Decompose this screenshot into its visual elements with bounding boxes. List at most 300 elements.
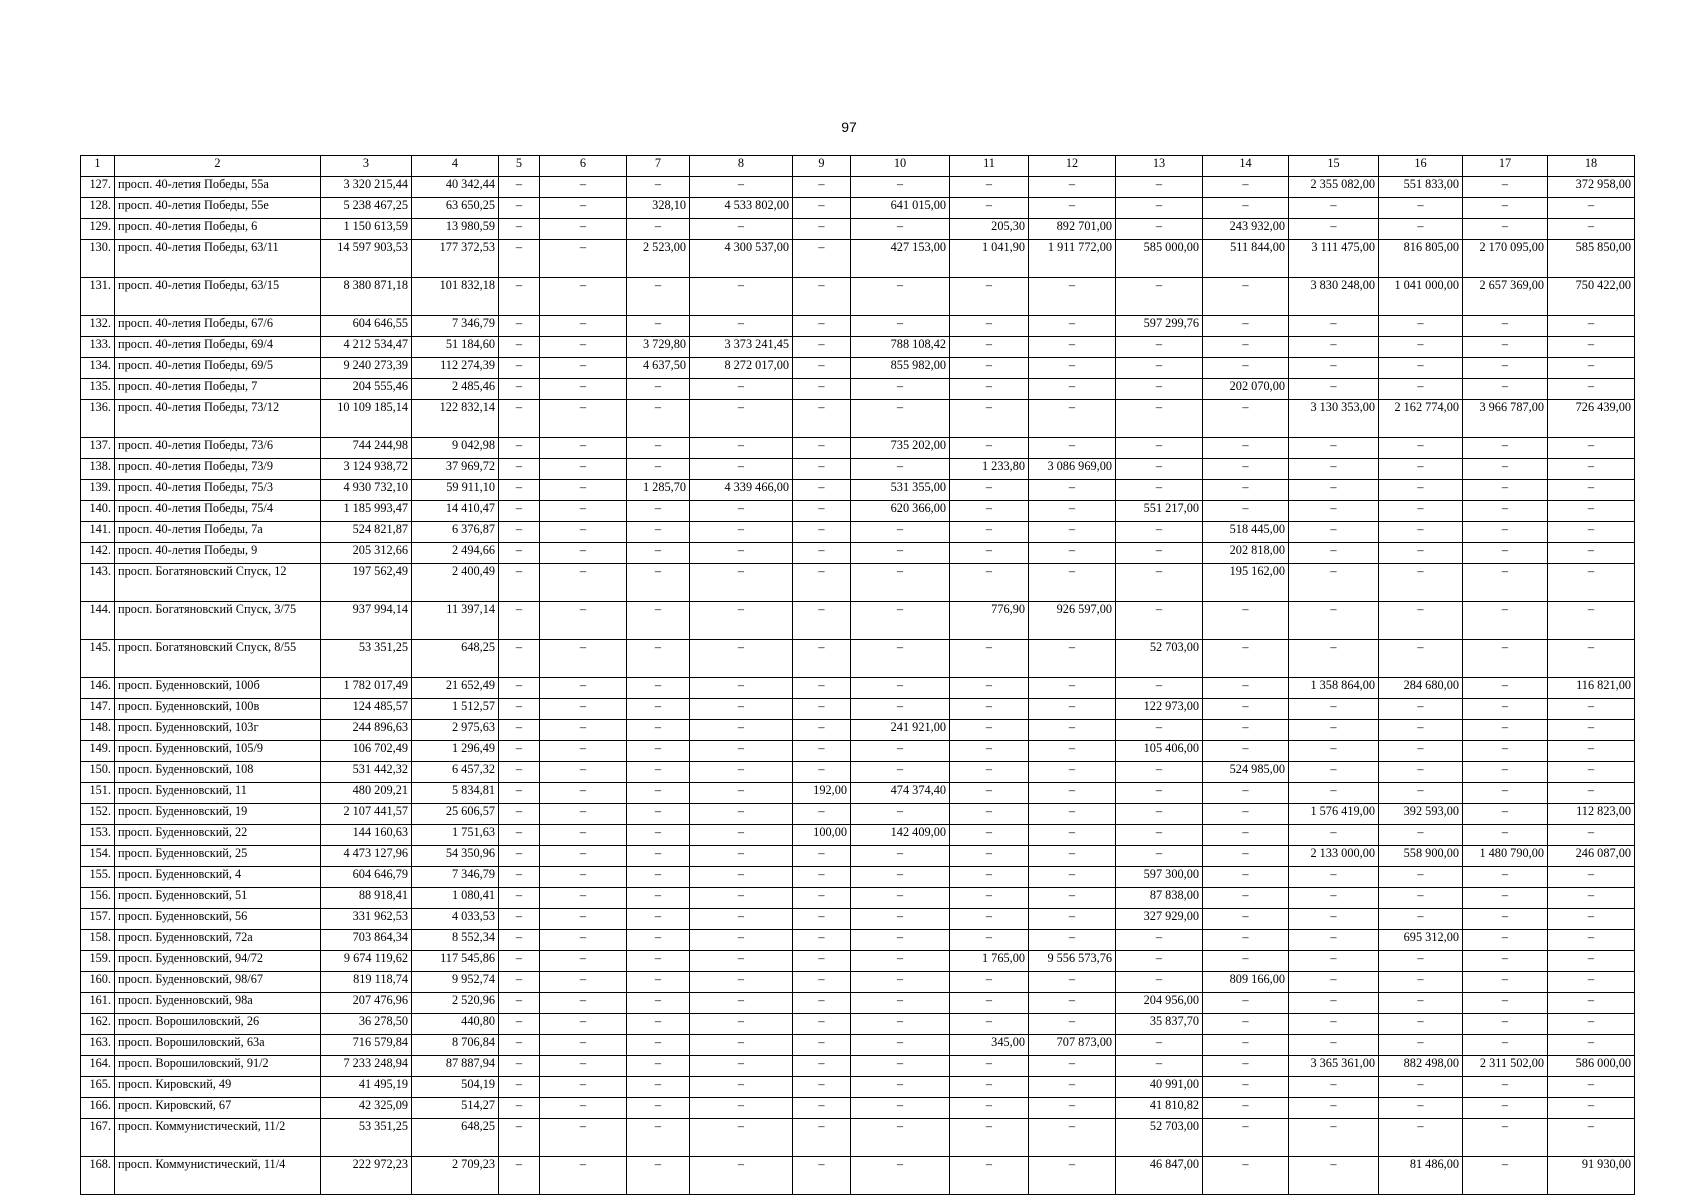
value-cell: – (1548, 909, 1635, 930)
row-number: 137. (81, 438, 115, 459)
value-cell: – (950, 501, 1029, 522)
value-cell: 882 498,00 (1379, 1056, 1463, 1077)
value-cell: – (1029, 438, 1116, 459)
value-cell: – (1116, 1035, 1203, 1056)
value-cell: – (950, 1157, 1029, 1195)
value-cell: 3 373 241,45 (690, 337, 793, 358)
value-cell: – (540, 678, 627, 699)
column-number: 9 (793, 156, 851, 177)
value-cell: – (851, 1014, 950, 1035)
value-cell: – (1029, 1098, 1116, 1119)
row-number: 130. (81, 240, 115, 278)
value-cell: 106 702,49 (321, 741, 412, 762)
value-cell: – (1379, 379, 1463, 400)
table-row (81, 1056, 1635, 1077)
value-cell: – (950, 888, 1029, 909)
value-cell: – (793, 1056, 851, 1077)
address-cell: просп. Коммунистический, 11/2 (115, 1119, 321, 1157)
value-cell: – (851, 888, 950, 909)
value-cell: – (1289, 783, 1379, 804)
row-number: 140. (81, 501, 115, 522)
value-cell: 4 930 732,10 (321, 480, 412, 501)
value-cell: – (1116, 804, 1203, 825)
value-cell: – (1379, 699, 1463, 720)
value-cell: – (1029, 825, 1116, 846)
value-cell: – (627, 825, 690, 846)
value-cell: – (793, 699, 851, 720)
value-cell: – (690, 720, 793, 741)
row-number: 142. (81, 543, 115, 564)
value-cell: – (690, 741, 793, 762)
value-cell: – (540, 501, 627, 522)
value-cell: – (793, 543, 851, 564)
value-cell: – (540, 522, 627, 543)
value-cell: 122 832,14 (412, 400, 499, 438)
table-row (81, 699, 1635, 720)
value-cell: – (499, 804, 540, 825)
value-cell: – (950, 400, 1029, 438)
row-number: 127. (81, 177, 115, 198)
address-cell: просп. Буденновский, 11 (115, 783, 321, 804)
value-cell: 3 124 938,72 (321, 459, 412, 480)
value-cell: – (1029, 480, 1116, 501)
value-cell: 1 041,90 (950, 240, 1029, 278)
value-cell: – (627, 640, 690, 678)
value-cell: – (1379, 720, 1463, 741)
value-cell: – (793, 564, 851, 602)
value-cell: – (690, 522, 793, 543)
address-cell: просп. 40-летия Победы, 69/5 (115, 358, 321, 379)
value-cell: 524 821,87 (321, 522, 412, 543)
value-cell: 3 365 361,00 (1289, 1056, 1379, 1077)
value-cell: – (1203, 1056, 1289, 1077)
value-cell: 53 351,25 (321, 640, 412, 678)
value-cell: 195 162,00 (1203, 564, 1289, 602)
row-number: 154. (81, 846, 115, 867)
value-cell: – (1463, 678, 1548, 699)
value-cell: 37 969,72 (412, 459, 499, 480)
value-cell: – (793, 358, 851, 379)
column-number: 13 (1116, 156, 1203, 177)
column-number: 12 (1029, 156, 1116, 177)
value-cell: – (793, 177, 851, 198)
value-cell: – (793, 951, 851, 972)
value-cell: – (1203, 909, 1289, 930)
table-row (81, 741, 1635, 762)
value-cell: – (540, 1077, 627, 1098)
value-cell: 204 956,00 (1116, 993, 1203, 1014)
table-row (81, 337, 1635, 358)
value-cell: – (1203, 1119, 1289, 1157)
table-row (81, 1157, 1635, 1195)
value-cell: 3 830 248,00 (1289, 278, 1379, 316)
value-cell: – (1548, 1077, 1635, 1098)
value-cell: – (1029, 993, 1116, 1014)
value-cell: – (627, 741, 690, 762)
value-cell: – (1116, 720, 1203, 741)
address-cell: просп. Буденновский, 108 (115, 762, 321, 783)
value-cell: 2 494,66 (412, 543, 499, 564)
value-cell: – (540, 602, 627, 640)
value-cell: – (1116, 762, 1203, 783)
value-cell: – (690, 543, 793, 564)
value-cell: 440,80 (412, 1014, 499, 1035)
value-cell: 40 342,44 (412, 177, 499, 198)
value-cell: – (793, 720, 851, 741)
value-cell: 284 680,00 (1379, 678, 1463, 699)
column-number: 11 (950, 156, 1029, 177)
address-cell: просп. Богатяновский Спуск, 12 (115, 564, 321, 602)
value-cell: – (1116, 930, 1203, 951)
value-cell: 124 485,57 (321, 699, 412, 720)
value-cell: – (1289, 699, 1379, 720)
value-cell: – (627, 972, 690, 993)
value-cell: – (1116, 278, 1203, 316)
row-number: 141. (81, 522, 115, 543)
page-number: 97 (841, 119, 857, 135)
value-cell: 100,00 (793, 825, 851, 846)
value-cell: 3 320 215,44 (321, 177, 412, 198)
value-cell: – (1116, 951, 1203, 972)
address-cell: просп. 40-летия Победы, 9 (115, 543, 321, 564)
value-cell: – (690, 951, 793, 972)
value-cell: – (1029, 177, 1116, 198)
value-cell: – (1379, 459, 1463, 480)
value-cell: – (851, 1119, 950, 1157)
value-cell: 1 041 000,00 (1379, 278, 1463, 316)
value-cell: – (950, 678, 1029, 699)
value-cell: – (1548, 888, 1635, 909)
value-cell: – (540, 358, 627, 379)
value-cell: 63 650,25 (412, 198, 499, 219)
value-cell: 14 410,47 (412, 501, 499, 522)
value-cell: 42 325,09 (321, 1098, 412, 1119)
table-row (81, 177, 1635, 198)
value-cell: 604 646,79 (321, 867, 412, 888)
value-cell: – (1379, 316, 1463, 337)
value-cell: – (1116, 602, 1203, 640)
value-cell: – (950, 1077, 1029, 1098)
value-cell: – (851, 602, 950, 640)
value-cell: – (690, 316, 793, 337)
value-cell: – (1116, 543, 1203, 564)
row-number: 168. (81, 1157, 115, 1195)
value-cell: – (1029, 930, 1116, 951)
value-cell: 1 911 772,00 (1029, 240, 1116, 278)
value-cell: 585 850,00 (1548, 240, 1635, 278)
table-row (81, 909, 1635, 930)
value-cell: – (540, 1056, 627, 1077)
value-cell: – (1203, 438, 1289, 459)
value-cell: – (690, 783, 793, 804)
table-row (81, 1014, 1635, 1035)
value-cell: 819 118,74 (321, 972, 412, 993)
value-cell: – (950, 480, 1029, 501)
value-cell: – (627, 699, 690, 720)
value-cell: – (1379, 1119, 1463, 1157)
value-cell: – (1463, 337, 1548, 358)
table-row (81, 993, 1635, 1014)
value-cell: – (540, 1014, 627, 1035)
value-cell: – (851, 1077, 950, 1098)
value-cell: – (950, 379, 1029, 400)
value-cell: 641 015,00 (851, 198, 950, 219)
value-cell: 427 153,00 (851, 240, 950, 278)
value-cell: – (690, 640, 793, 678)
value-cell: – (1289, 219, 1379, 240)
value-cell: – (540, 930, 627, 951)
value-cell: – (793, 198, 851, 219)
value-cell: – (1289, 522, 1379, 543)
row-number: 146. (81, 678, 115, 699)
value-cell: – (950, 316, 1029, 337)
value-cell: – (851, 804, 950, 825)
row-number: 150. (81, 762, 115, 783)
value-cell: 5 834,81 (412, 783, 499, 804)
value-cell: 10 109 185,14 (321, 400, 412, 438)
value-cell: – (690, 1035, 793, 1056)
value-cell: 511 844,00 (1203, 240, 1289, 278)
value-cell: – (851, 1157, 950, 1195)
value-cell: – (1548, 867, 1635, 888)
value-cell: – (950, 337, 1029, 358)
value-cell: – (540, 240, 627, 278)
value-cell: – (950, 699, 1029, 720)
value-cell: – (690, 379, 793, 400)
value-cell: – (1463, 888, 1548, 909)
table-row (81, 501, 1635, 522)
value-cell: – (540, 825, 627, 846)
value-cell: 88 918,41 (321, 888, 412, 909)
row-number: 148. (81, 720, 115, 741)
value-cell: – (1379, 501, 1463, 522)
value-cell: – (1029, 846, 1116, 867)
value-cell: 117 545,86 (412, 951, 499, 972)
value-cell: – (1379, 640, 1463, 678)
value-cell: – (627, 804, 690, 825)
column-number: 17 (1463, 156, 1548, 177)
value-cell: – (627, 278, 690, 316)
value-cell: – (1463, 316, 1548, 337)
row-number: 165. (81, 1077, 115, 1098)
address-cell: просп. Буденновский, 98/67 (115, 972, 321, 993)
value-cell: – (499, 1035, 540, 1056)
value-cell: – (690, 400, 793, 438)
value-cell: – (851, 909, 950, 930)
value-cell: – (1289, 1014, 1379, 1035)
value-cell: – (690, 278, 793, 316)
value-cell: 514,27 (412, 1098, 499, 1119)
value-cell: – (851, 278, 950, 316)
value-cell: – (1203, 640, 1289, 678)
value-cell: 3 111 475,00 (1289, 240, 1379, 278)
value-cell: – (540, 720, 627, 741)
value-cell: – (1379, 337, 1463, 358)
value-cell: – (1548, 337, 1635, 358)
value-cell: – (1203, 804, 1289, 825)
value-cell: – (1289, 602, 1379, 640)
row-number: 152. (81, 804, 115, 825)
value-cell: 524 985,00 (1203, 762, 1289, 783)
value-cell: – (690, 1077, 793, 1098)
address-cell: просп. Буденновский, 94/72 (115, 951, 321, 972)
value-cell: – (950, 972, 1029, 993)
row-number: 135. (81, 379, 115, 400)
value-cell: 597 299,76 (1116, 316, 1203, 337)
value-cell: – (1203, 501, 1289, 522)
value-cell: 788 108,42 (851, 337, 950, 358)
value-cell: – (1289, 867, 1379, 888)
value-cell: – (851, 1056, 950, 1077)
value-cell: – (1116, 480, 1203, 501)
address-cell: просп. 40-летия Победы, 75/3 (115, 480, 321, 501)
table-row (81, 888, 1635, 909)
value-cell: – (1029, 1157, 1116, 1195)
value-cell: – (1379, 1077, 1463, 1098)
value-cell: – (1203, 1077, 1289, 1098)
value-cell: – (851, 678, 950, 699)
value-cell: – (950, 783, 1029, 804)
address-cell: просп. 40-летия Победы, 73/9 (115, 459, 321, 480)
value-cell: – (1548, 480, 1635, 501)
value-cell: – (1029, 1014, 1116, 1035)
value-cell: 392 593,00 (1379, 804, 1463, 825)
value-cell: – (1289, 1119, 1379, 1157)
column-number: 1 (81, 156, 115, 177)
value-cell: – (627, 543, 690, 564)
table-row (81, 720, 1635, 741)
row-number: 145. (81, 640, 115, 678)
value-cell: – (1029, 316, 1116, 337)
value-cell: – (1116, 337, 1203, 358)
value-cell: – (851, 400, 950, 438)
value-cell: – (851, 1098, 950, 1119)
value-cell: – (627, 1119, 690, 1157)
header-row (81, 156, 1635, 177)
table-row (81, 1098, 1635, 1119)
value-cell: 87 887,94 (412, 1056, 499, 1077)
value-cell: – (851, 846, 950, 867)
value-cell: – (950, 1098, 1029, 1119)
value-cell: 585 000,00 (1116, 240, 1203, 278)
value-cell: 2 162 774,00 (1379, 400, 1463, 438)
value-cell: – (690, 1119, 793, 1157)
address-cell: просп. Кировский, 67 (115, 1098, 321, 1119)
value-cell: 855 982,00 (851, 358, 950, 379)
value-cell: – (499, 480, 540, 501)
value-cell: – (690, 867, 793, 888)
value-cell: – (1029, 522, 1116, 543)
value-cell: 750 422,00 (1548, 278, 1635, 316)
value-cell: 246 087,00 (1548, 846, 1635, 867)
table-body (81, 156, 1635, 1195)
value-cell: – (1203, 741, 1289, 762)
value-cell: 716 579,84 (321, 1035, 412, 1056)
address-cell: просп. Ворошиловский, 63а (115, 1035, 321, 1056)
value-cell: – (1463, 1119, 1548, 1157)
value-cell: 2 400,49 (412, 564, 499, 602)
table-row (81, 972, 1635, 993)
row-number: 163. (81, 1035, 115, 1056)
value-cell: – (1289, 564, 1379, 602)
value-cell: 41 495,19 (321, 1077, 412, 1098)
value-cell: – (690, 888, 793, 909)
value-cell: – (1548, 741, 1635, 762)
value-cell: – (1029, 699, 1116, 720)
value-cell: 7 233 248,94 (321, 1056, 412, 1077)
value-cell: 105 406,00 (1116, 741, 1203, 762)
value-cell: – (690, 1098, 793, 1119)
row-number: 129. (81, 219, 115, 240)
value-cell: 2 975,63 (412, 720, 499, 741)
value-cell: – (1379, 972, 1463, 993)
value-cell: – (950, 198, 1029, 219)
column-number: 2 (115, 156, 321, 177)
table-row (81, 1077, 1635, 1098)
value-cell: – (1203, 930, 1289, 951)
column-number: 16 (1379, 156, 1463, 177)
value-cell: 52 703,00 (1116, 640, 1203, 678)
value-cell: – (540, 1157, 627, 1195)
value-cell: – (540, 379, 627, 400)
value-cell: – (690, 459, 793, 480)
value-cell: – (851, 379, 950, 400)
value-cell: – (540, 972, 627, 993)
value-cell: 735 202,00 (851, 438, 950, 459)
value-cell: – (540, 699, 627, 720)
value-cell: – (1289, 543, 1379, 564)
table-row (81, 522, 1635, 543)
table-row (81, 1119, 1635, 1157)
value-cell: – (1463, 1035, 1548, 1056)
value-cell: – (1203, 480, 1289, 501)
value-cell: – (627, 400, 690, 438)
value-cell: – (793, 741, 851, 762)
value-cell: – (1548, 198, 1635, 219)
address-cell: просп. Буденновский, 72а (115, 930, 321, 951)
value-cell: – (851, 564, 950, 602)
value-cell: – (627, 379, 690, 400)
value-cell: – (1463, 909, 1548, 930)
value-cell: – (627, 522, 690, 543)
address-cell: просп. Буденновский, 56 (115, 909, 321, 930)
value-cell: 8 380 871,18 (321, 278, 412, 316)
value-cell: 204 555,46 (321, 379, 412, 400)
value-cell: – (793, 846, 851, 867)
value-cell: – (540, 993, 627, 1014)
value-cell: – (1289, 888, 1379, 909)
value-cell: 6 457,32 (412, 762, 499, 783)
value-cell: – (1379, 564, 1463, 602)
value-cell: – (1548, 379, 1635, 400)
value-cell: 937 994,14 (321, 602, 412, 640)
value-cell: – (1289, 379, 1379, 400)
address-cell: просп. Буденновский, 51 (115, 888, 321, 909)
address-cell: просп. Буденновский, 103г (115, 720, 321, 741)
value-cell: – (950, 358, 1029, 379)
value-cell: – (690, 699, 793, 720)
value-cell: 144 160,63 (321, 825, 412, 846)
value-cell: – (540, 640, 627, 678)
value-cell: – (1463, 219, 1548, 240)
value-cell: – (793, 1035, 851, 1056)
value-cell: – (950, 993, 1029, 1014)
value-cell: 809 166,00 (1203, 972, 1289, 993)
value-cell: 3 086 969,00 (1029, 459, 1116, 480)
address-cell: просп. 40-летия Победы, 63/15 (115, 278, 321, 316)
value-cell: – (793, 1098, 851, 1119)
value-cell: 21 652,49 (412, 678, 499, 699)
